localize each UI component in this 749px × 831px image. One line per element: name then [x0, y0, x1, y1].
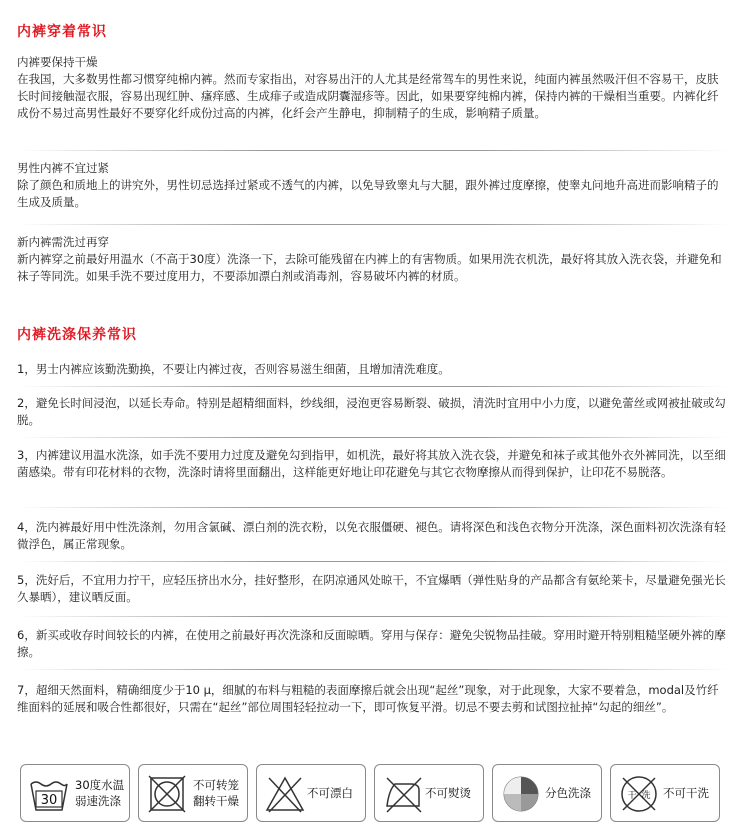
- wash-tub-icon: [27, 772, 71, 816]
- tip-heading: 男性内裤不宜过紧: [17, 161, 109, 175]
- no-iron-icon: [381, 772, 425, 816]
- divider: [17, 561, 729, 562]
- care-label: 不可熨烫: [425, 786, 471, 800]
- care-item: 7，超细天然面料，精确细度少于10 μ，细腻的布料与粗糙的表面摩擦后就会出现“起丝”现象，对于此现象，大家不要着急，modal及竹纤维面料的延展和吸合性都很好，只需在“起丝”部位周围轻轻拉动一下，即可恢复平滑。切忌不要去剪和试图拉扯掉“勾起的细丝”。: [17, 683, 719, 714]
- tip-text: 除了颜色和质地上的讲究外，男性切忌选择过紧或不透气的内裤，以免导致睾丸与大腿，跟外裤过度摩擦，使睾丸问地升高进而影响精子的生成及质量。: [17, 178, 719, 209]
- care-label-line2: 翻转干燥: [193, 794, 239, 808]
- care-item: 2，避免长时间浸泡，以延长寿命。特别是超精细面料，纱线细，浸泡更容易断裂、破损，清洗时宜用中小力度，以避免蕾丝或网被扯破或勾脱。: [17, 396, 726, 427]
- divider: [17, 507, 729, 508]
- care-symbol-separate-colors: [492, 764, 602, 822]
- care-symbol-no-iron: [374, 764, 484, 822]
- care-item: 4，洗内裤最好用中性洗涤剂，勿用含氯碱、漂白剂的洗衣粉，以免衣服僵硬、褪色。请将深色和浅色衣物分开洗涤，深色面料初次洗涤有轻微浮色，属正常现象。: [17, 520, 726, 551]
- care-label-line1: 30度水温: [75, 778, 125, 792]
- care-label-line1: 不可转笼: [193, 778, 239, 792]
- tip-text: 新内裤穿之前最好用温水（不高于30度）洗涤一下，去除可能残留在内裤上的有害物质。如果用洗衣机洗，最好将其放入洗衣袋，并避免和袜子等同洗。如果手洗不要过度用力，不要添加漂白剂或消毒剂，容易破坏内裤的材质。: [17, 252, 722, 283]
- care-item: 3，内裤建议用温水洗涤，如手洗不要用力过度及避免勾到指甲，如机洗，最好将其放入洗衣袋，并避免和袜子或其他外衣外裤同洗，以至细菌感染。带有印花材料的衣物，洗涤时请将里面翻出，这样能更好地让印花避免与其它衣物摩擦从而得到保护，让印花不易脱落。: [17, 448, 726, 479]
- tip-heading: 内裤要保持干燥: [17, 55, 98, 69]
- section-title-washing: 内裤洗涤保养常识: [17, 327, 137, 343]
- care-label: 不可漂白: [307, 786, 353, 800]
- divider: [17, 386, 729, 387]
- care-item: 1，男士内裤应该勤洗勤换，不要让内裤过夜，否则容易滋生细菌，且增加清洗难度。: [17, 362, 450, 376]
- tip-block-dry: [17, 54, 729, 122]
- divider: [17, 437, 729, 438]
- divider: [17, 224, 729, 225]
- care-symbol-no-dry-clean: [610, 764, 720, 822]
- care-symbol-no-tumble-dry: [138, 764, 248, 822]
- tip-text: 在我国，大多数男性都习惯穿纯棉内裤。然而专家指出，对容易出汗的人尤其是经常驾车的男性来说，纯面内裤虽然吸汗但不容易干，皮肤长时间接触湿衣服，容易出现红肿、瘙痒感、生成痱子或造成阴囊湿疹等。因此，如果要穿纯棉内裤，保持内裤的干燥相当重要。内裤化纤成份不易过高男性最好不要穿化纤成份过高的内裤，化纤会产生静电，抑制精子的生成，影响精子质量。: [17, 72, 719, 120]
- svg-text:干: 干: [627, 791, 637, 801]
- care-item: 5，洗好后，不宜用力拧干，应轻压挤出水分，挂好整形，在阴凉通风处晾干，不宜爆晒（弹性贴身的产品都含有氨纶莱卡，尽量避免强光长久暴晒），建议晒反面。: [17, 573, 726, 604]
- tip-heading: 新内裤需洗过再穿: [17, 235, 109, 249]
- care-symbol-wash-30: [20, 764, 130, 822]
- divider: [17, 150, 729, 151]
- care-symbols-row: [20, 764, 732, 824]
- no-bleach-icon: [263, 772, 307, 816]
- care-item: 6，新买或收存时间较长的内裤，在使用之前最好再次洗涤和反面晾晒。穿用与保存：避免尖锐物品挂破。穿用时避开特别粗糙坚硬外裤的摩擦。: [17, 628, 726, 659]
- care-label: 分色洗涤: [545, 786, 591, 800]
- care-symbol-no-bleach: [256, 764, 366, 822]
- no-dry-clean-icon: [617, 772, 661, 816]
- care-label: 不可干洗: [663, 786, 709, 800]
- divider: [17, 616, 729, 617]
- color-wheel-icon: [499, 772, 543, 816]
- svg-text:30: 30: [40, 793, 58, 808]
- section-title-wearing: 内裤穿着常识: [17, 24, 107, 40]
- divider: [17, 669, 729, 670]
- tip-block-tight: [17, 160, 729, 211]
- svg-text:洗: 洗: [641, 791, 651, 801]
- care-label-line2: 弱速洗涤: [75, 794, 121, 808]
- no-tumble-dry-icon: [145, 772, 189, 816]
- tip-block-new: [17, 234, 729, 285]
